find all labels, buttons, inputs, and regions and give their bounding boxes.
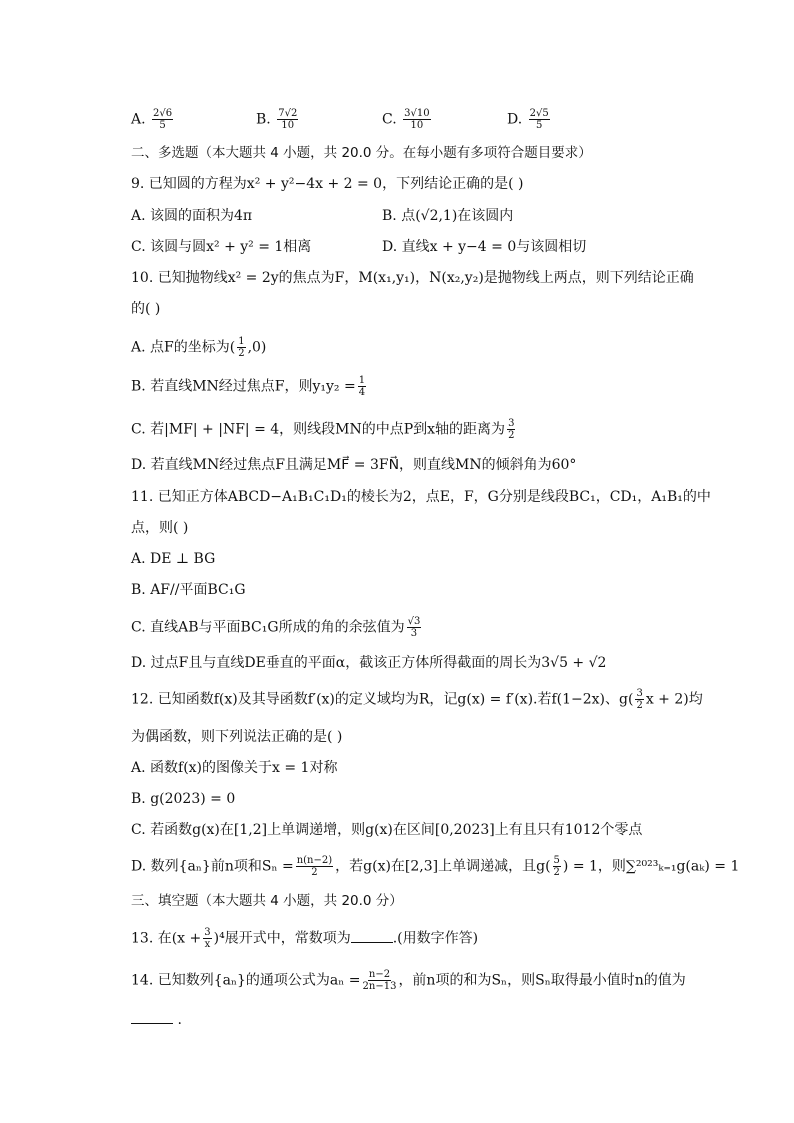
q11-option-a: A. DE ⊥ BG (131, 551, 216, 567)
q8-option-c: C. $\frac{3√10}{10}$ (382, 108, 430, 131)
q11-option-c: C. 直线AB与平面BC₁G所成的角的余弦值为 $\frac{√3}{3}$ (131, 616, 421, 639)
q10-option-a: A. 点F的坐标为( $\frac{1}{2}$ ,0) (131, 336, 267, 359)
q12-option-b: B. g(2023) = 0 (131, 791, 236, 807)
q12-stem-line1: 12. 已知函数f(x)及其导函数f′(x)的定义域均为R，记g(x) = f′(x).若f(1−2x)、g( $\frac{3}{2}$ x + 2)均 (131, 688, 703, 711)
q14-answer-blank (131, 1011, 173, 1024)
q13-stem: 13. 在(x + $\frac{3}{x}$ )⁴展开式中，常数项为 .(用数字作答) (131, 927, 479, 950)
q13-answer-blank (351, 930, 393, 943)
q10-option-d: D. 若直线MN经过焦点F且满足MF⃗ = 3FN⃗，则直线MN的倾斜角为60° (131, 457, 577, 473)
q14-answer-line: . (131, 1010, 182, 1030)
q12-option-d: D. 数列{aₙ}前n项和Sₙ = $\frac{n(n-2)}{2}$ ，若g(x)在[2,3]上单调递减，且g( $\frac{5}{2}$ ) = 1，则∑²⁰²³ₖ₌₁g(aₖ) = 1 (131, 855, 740, 878)
q11-stem-line1: 11. 已知正方体ABCD−A₁B₁C₁D₁的棱长为2，点E，F，G分别是线段BC₁，CD₁，A₁B₁的中 (131, 489, 711, 505)
q9-option-c: C. 该圆与圆x² + y² = 1相离 (131, 239, 312, 255)
q9-option-d: D. 直线x + y−4 = 0与该圆相切 (382, 239, 587, 255)
q10-stem-line1: 10. 已知抛物线x² = 2y的焦点为F，M(x₁,y₁)，N(x₂,y₂)是抛物线上两点，则下列结论正确 (131, 270, 694, 286)
q8-option-b: B. $\frac{7√2}{10}$ (256, 108, 298, 131)
q9-option-a: A. 该圆的面积为4π (131, 208, 253, 224)
q10-stem-line2: 的( ) (131, 301, 161, 317)
q8-option-a: A. $\frac{2√6}{5}$ (131, 108, 173, 131)
q9-option-b: B. 点(√2,1)在该圆内 (382, 208, 514, 224)
q11-option-d: D. 过点F且与直线DE垂直的平面α，截该正方体所得截面的周长为3√5 + √2 (131, 655, 607, 671)
q14-stem: 14. 已知数列{aₙ}的通项公式为aₙ = $\frac{n-2}{2n-13}$ ，前n项的和为Sₙ，则Sₙ取得最小值时n的值为 (131, 969, 686, 992)
section-multi-choice-heading: 二、多选题（本大题共 4 小题，共 20.0 分。在每小题有多项符合题目要求） (131, 145, 592, 161)
q10-option-c: C. 若|MF| + |NF| = 4，则线段MN的中点P到x轴的距离为 $\frac{3}{2}$ (131, 418, 515, 441)
q9-stem: 9. 已知圆的方程为x² + y²−4x + 2 = 0，下列结论正确的是( ) (131, 176, 524, 192)
q8-option-d: D. $\frac{2√5}{5}$ (507, 108, 549, 131)
q12-option-a: A. 函数f(x)的图像关于x = 1对称 (131, 760, 338, 776)
q11-option-b: B. AF//平面BC₁G (131, 582, 246, 598)
q11-stem-line2: 点，则( ) (131, 520, 189, 536)
section-fill-blank-heading: 三、填空题（本大题共 4 小题，共 20.0 分） (131, 893, 403, 909)
q12-option-c: C. 若函数g(x)在[1,2]上单调递增，则g(x)在区间[0,2023]上有且只有1012个零点 (131, 822, 643, 838)
q10-option-b: B. 若直线MN经过焦点F，则y₁y₂ = $\frac{1}{4}$ (131, 375, 366, 398)
q12-stem-line2: 为偶函数，则下列说法正确的是( ) (131, 729, 343, 745)
